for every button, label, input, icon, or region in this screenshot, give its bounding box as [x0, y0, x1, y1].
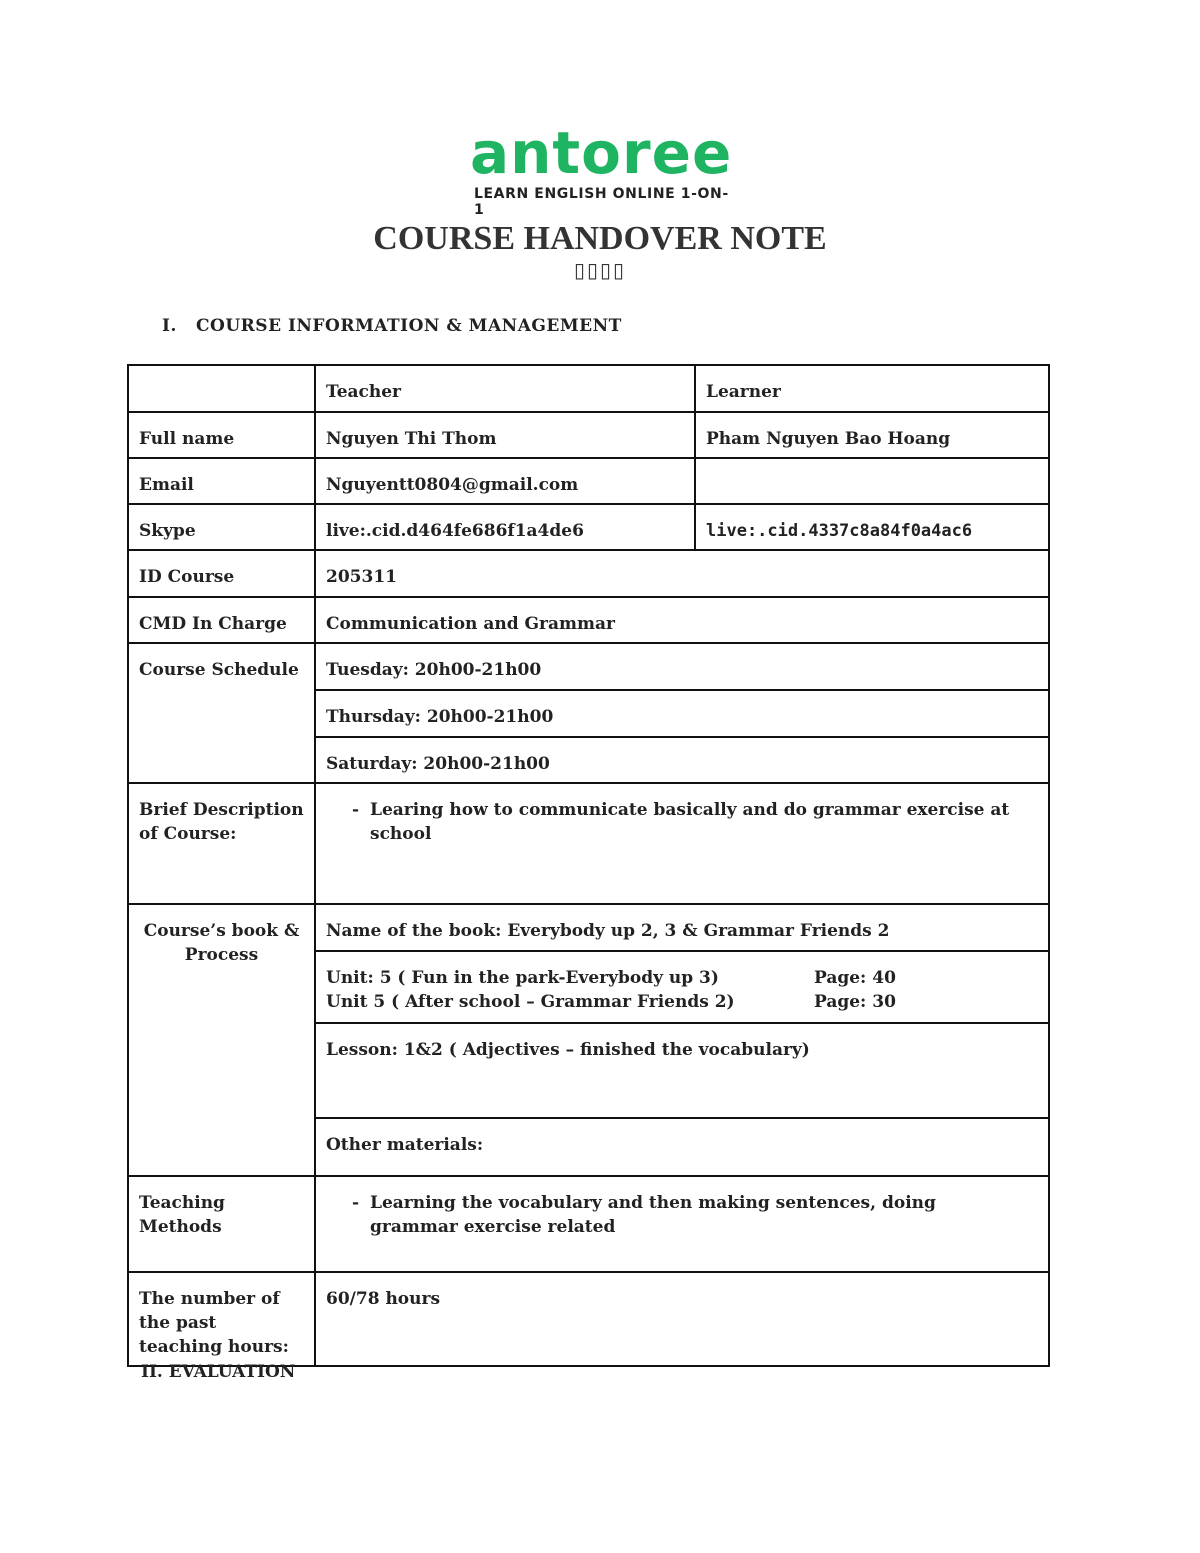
table-row-email [128, 458, 1049, 504]
teacher-header: Teacher [315, 365, 695, 412]
section-1-title: COURSE INFORMATION & MANAGEMENT [196, 316, 622, 336]
table-row-book-name [128, 904, 1049, 951]
book-units [315, 951, 1049, 1023]
table-row-brief [128, 783, 1049, 904]
lesson-value: Lesson: 1&2 ( Adjectives – finished the vocabulary) [315, 1023, 1049, 1118]
document-title: COURSE HANDOVER NOTE [373, 220, 827, 257]
schedule-item: Thursday: 20h00-21h00 [315, 690, 1049, 737]
empty-header-cell [128, 365, 315, 412]
antoree-logo [470, 119, 733, 218]
methods-label: Teaching Methods [128, 1176, 315, 1272]
brief-value [315, 783, 1049, 904]
id-course-value: 205311 [315, 550, 1049, 597]
table-row-schedule-1 [128, 643, 1049, 690]
logo-tagline: LEARN ENGLISH ONLINE 1-ON-1 [474, 186, 729, 218]
table-row-skype [128, 504, 1049, 550]
learner-full-name: Pham Nguyen Bao Hoang [695, 412, 1049, 458]
methods-bullet [326, 1191, 1038, 1239]
document-subtitle: ▯▯▯▯ [573, 258, 627, 282]
schedule-item: Saturday: 20h00-21h00 [315, 737, 1049, 783]
learner-header: Learner [695, 365, 1049, 412]
unit-page: Page: 40 [814, 968, 896, 988]
section-1-heading [162, 316, 622, 336]
full-name-label: Full name [128, 412, 315, 458]
table-row-cmd [128, 597, 1049, 643]
other-materials: Other materials: [315, 1118, 1049, 1176]
course-info-table [127, 364, 1050, 1367]
hours-label: The number of the past teaching hours: [128, 1272, 315, 1366]
schedule-label: Course Schedule [128, 643, 315, 783]
unit-line [326, 990, 1038, 1014]
teacher-skype: live:.cid.d464fe686f1a4de6 [315, 504, 695, 550]
unit-line [326, 966, 1038, 990]
table-row-header [128, 365, 1049, 412]
table-row-full-name [128, 412, 1049, 458]
unit-text: Unit: 5 ( Fun in the park-Everybody up 3) [326, 968, 719, 988]
methods-text: Learning the vocabulary and then making sentences, doing grammar exercise related [370, 1193, 936, 1237]
learner-email [695, 458, 1049, 504]
schedule-item: Tuesday: 20h00-21h00 [315, 643, 1049, 690]
table-row-hours [128, 1272, 1049, 1366]
section-1-number: I. [162, 316, 177, 336]
brief-bullet [326, 798, 1038, 846]
table-row-id-course [128, 550, 1049, 597]
cmd-label: CMD In Charge [128, 597, 315, 643]
section-2-heading: II. EVALUATION [141, 1362, 296, 1382]
brief-label: Brief Description of Course: [128, 783, 315, 904]
logo-wordmark: antoree [470, 119, 733, 187]
table-row-methods [128, 1176, 1049, 1272]
skype-label: Skype [128, 504, 315, 550]
bullet-dash: - [352, 800, 360, 820]
email-label: Email [128, 458, 315, 504]
id-course-label: ID Course [128, 550, 315, 597]
bullet-dash: - [352, 1193, 360, 1213]
learner-skype: live:.cid.4337c8a84f0a4ac6 [695, 504, 1049, 550]
hours-value: 60/78 hours [315, 1272, 1049, 1366]
methods-value [315, 1176, 1049, 1272]
unit-page: Page: 30 [814, 992, 896, 1012]
book-name: Name of the book: Everybody up 2, 3 & Grammar Friends 2 [315, 904, 1049, 951]
book-label: Course’s book & Process [128, 904, 315, 1176]
cmd-value: Communication and Grammar [315, 597, 1049, 643]
teacher-full-name: Nguyen Thi Thom [315, 412, 695, 458]
teacher-email: Nguyentt0804@gmail.com [315, 458, 695, 504]
brief-text: Learing how to communicate basically and do grammar exercise at school [370, 800, 1010, 844]
unit-text: Unit 5 ( After school – Grammar Friends 2) [326, 992, 735, 1012]
